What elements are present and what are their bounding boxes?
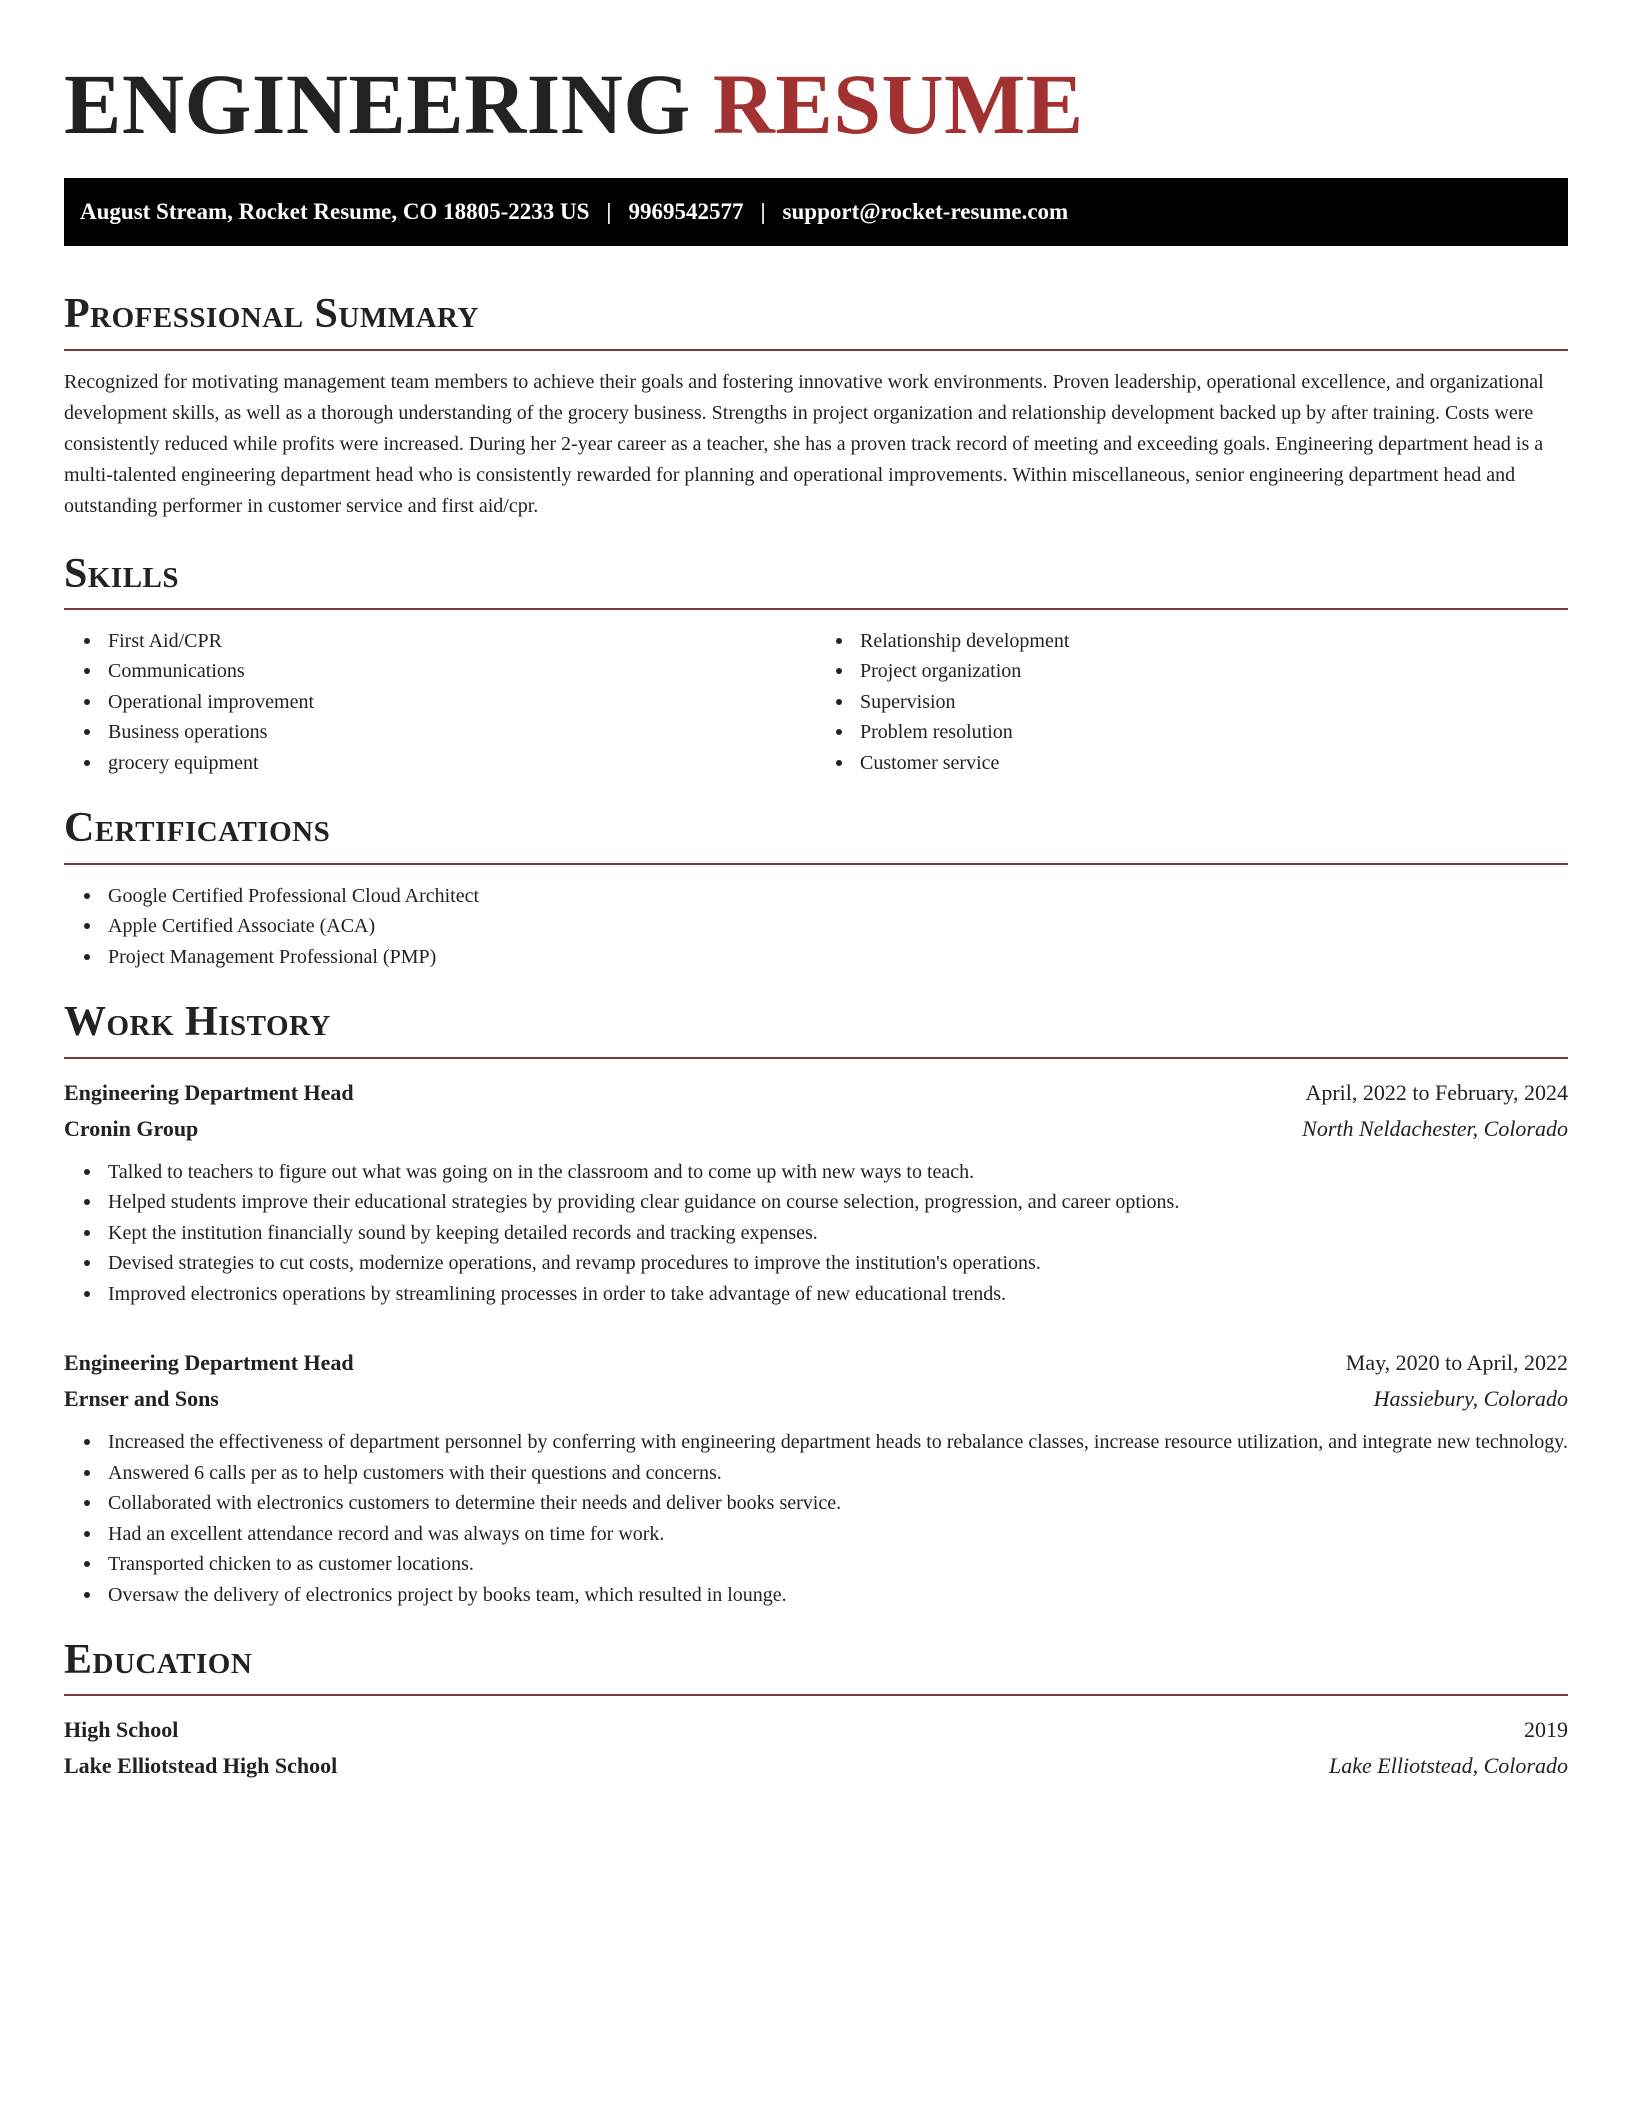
skill-item: Project organization bbox=[860, 656, 1568, 687]
education-degree: High School bbox=[64, 1717, 179, 1743]
job-dates: April, 2022 to February, 2024 bbox=[1305, 1079, 1568, 1105]
skills-heading: Skills bbox=[64, 550, 180, 597]
skills-section bbox=[64, 550, 1568, 779]
section-divider bbox=[64, 349, 1568, 351]
education-entry bbox=[64, 1712, 1568, 1784]
job-entry bbox=[64, 1075, 1568, 1310]
contact-separator: | bbox=[606, 199, 612, 225]
certifications-list bbox=[64, 881, 1568, 973]
skill-item: Communications bbox=[108, 656, 816, 687]
job-title: Engineering Department Head bbox=[64, 1350, 354, 1375]
summary-heading: Professional Summary bbox=[64, 291, 479, 338]
job-duty: Oversaw the delivery of electronics project by books team, which resulted in lounge. bbox=[108, 1580, 1568, 1611]
skill-item: Customer service bbox=[860, 748, 1568, 779]
summary-section bbox=[64, 290, 1568, 521]
job-duty: Talked to teachers to figure out what was going on in the classroom and to come up with new ways to teach. bbox=[108, 1157, 1568, 1188]
job-company-row bbox=[64, 1381, 1568, 1417]
education-section bbox=[64, 1636, 1568, 1784]
certification-item: Google Certified Professional Cloud Architect bbox=[108, 881, 1568, 912]
section-divider bbox=[64, 608, 1568, 610]
job-duties-list bbox=[64, 1157, 1568, 1310]
job-duty: Kept the institution financially sound by keeping detailed records and tracking expenses. bbox=[108, 1218, 1568, 1249]
job-duties-list bbox=[64, 1427, 1568, 1610]
job-duty: Devised strategies to cut costs, modernize operations, and revamp procedures to improve the institution's operations. bbox=[108, 1248, 1568, 1279]
job-duty: Transported chicken to as customer locations. bbox=[108, 1549, 1568, 1580]
skill-item: First Aid/CPR bbox=[108, 626, 816, 657]
certifications-section bbox=[64, 804, 1568, 972]
contact-phone: 9969542577 bbox=[628, 199, 744, 225]
skills-list-left bbox=[64, 626, 816, 779]
job-title: Engineering Department Head bbox=[64, 1079, 354, 1105]
contact-email: support@rocket-resume.com bbox=[782, 199, 1069, 225]
work-history-heading: Work History bbox=[64, 999, 331, 1046]
skill-item: Business operations bbox=[108, 717, 816, 748]
certification-item: Project Management Professional (PMP) bbox=[108, 942, 1568, 973]
job-company: Ernser and Sons bbox=[64, 1386, 219, 1411]
skill-item: Supervision bbox=[860, 687, 1568, 718]
job-duty: Answered 6 calls per as to help customers with their questions and concerns. bbox=[108, 1458, 1568, 1489]
job-company: Cronin Group bbox=[64, 1115, 199, 1141]
education-location: Lake Elliotstead, Colorado bbox=[1329, 1753, 1568, 1779]
education-header-row bbox=[64, 1712, 1568, 1748]
job-duty: Improved electronics operations by streamlining processes in order to take advantage of new educational trends. bbox=[108, 1279, 1568, 1310]
resume-title bbox=[64, 56, 1568, 152]
contact-address: August Stream, Rocket Resume, CO 18805-2233 US bbox=[80, 199, 590, 225]
job-header-row bbox=[64, 1345, 1568, 1381]
work-history-section bbox=[64, 998, 1568, 1610]
skill-item: grocery equipment bbox=[108, 748, 816, 779]
job-location: Hassiebury, Colorado bbox=[1373, 1386, 1568, 1411]
contact-bar bbox=[64, 178, 1568, 246]
education-school-row bbox=[64, 1748, 1568, 1784]
job-location: North Neldachester, Colorado bbox=[1302, 1115, 1568, 1141]
contact-separator: | bbox=[760, 199, 766, 225]
title-accent: RESUME bbox=[712, 56, 1084, 152]
education-heading: Education bbox=[64, 1637, 253, 1683]
job-company-row bbox=[64, 1111, 1568, 1147]
job-duty: Helped students improve their educational strategies by providing clear guidance on course selection, progression, and career options. bbox=[108, 1187, 1568, 1218]
job-duty: Increased the effectiveness of department personnel by conferring with engineering department heads to rebalance classes, increase resource utilization, and integrate new technology. bbox=[108, 1427, 1568, 1458]
job-duty: Collaborated with electronics customers to determine their needs and deliver books service. bbox=[108, 1488, 1568, 1519]
section-divider bbox=[64, 1057, 1568, 1059]
job-entry bbox=[64, 1345, 1568, 1610]
job-dates: May, 2020 to April, 2022 bbox=[1345, 1350, 1568, 1375]
skills-grid bbox=[64, 626, 1568, 779]
education-school: Lake Elliotstead High School bbox=[64, 1753, 338, 1779]
skill-item: Relationship development bbox=[860, 626, 1568, 657]
section-divider bbox=[64, 1694, 1568, 1696]
summary-text: Recognized for motivating management team members to achieve their goals and fostering innovative work environments. Proven leadership, operational excellence, and organizational development skills, as well as a thorough understanding of the grocery business. Strengths in project organization and relationship development backed up by after training. Costs were consistently reduced while profits were increased. During her 2-year career as a teacher, she has a proven track record of meeting and exceeding goals. Engineering department head is a multi-talented engineering department head who is consistently rewarded for planning and operational improvements. Within miscellaneous, senior engineering department head and outstanding performer in customer service and first aid/cpr. bbox=[64, 370, 1544, 517]
certification-item: Apple Certified Associate (ACA) bbox=[108, 911, 1568, 942]
education-year: 2019 bbox=[1524, 1717, 1568, 1743]
skill-item: Problem resolution bbox=[860, 717, 1568, 748]
job-header-row bbox=[64, 1075, 1568, 1111]
job-duty: Had an excellent attendance record and was always on time for work. bbox=[108, 1519, 1568, 1550]
title-main: ENGINEERING bbox=[64, 56, 691, 152]
skills-list-right bbox=[816, 626, 1568, 779]
section-divider bbox=[64, 863, 1568, 865]
skill-item: Operational improvement bbox=[108, 687, 816, 718]
certifications-heading: Certifications bbox=[64, 805, 331, 852]
